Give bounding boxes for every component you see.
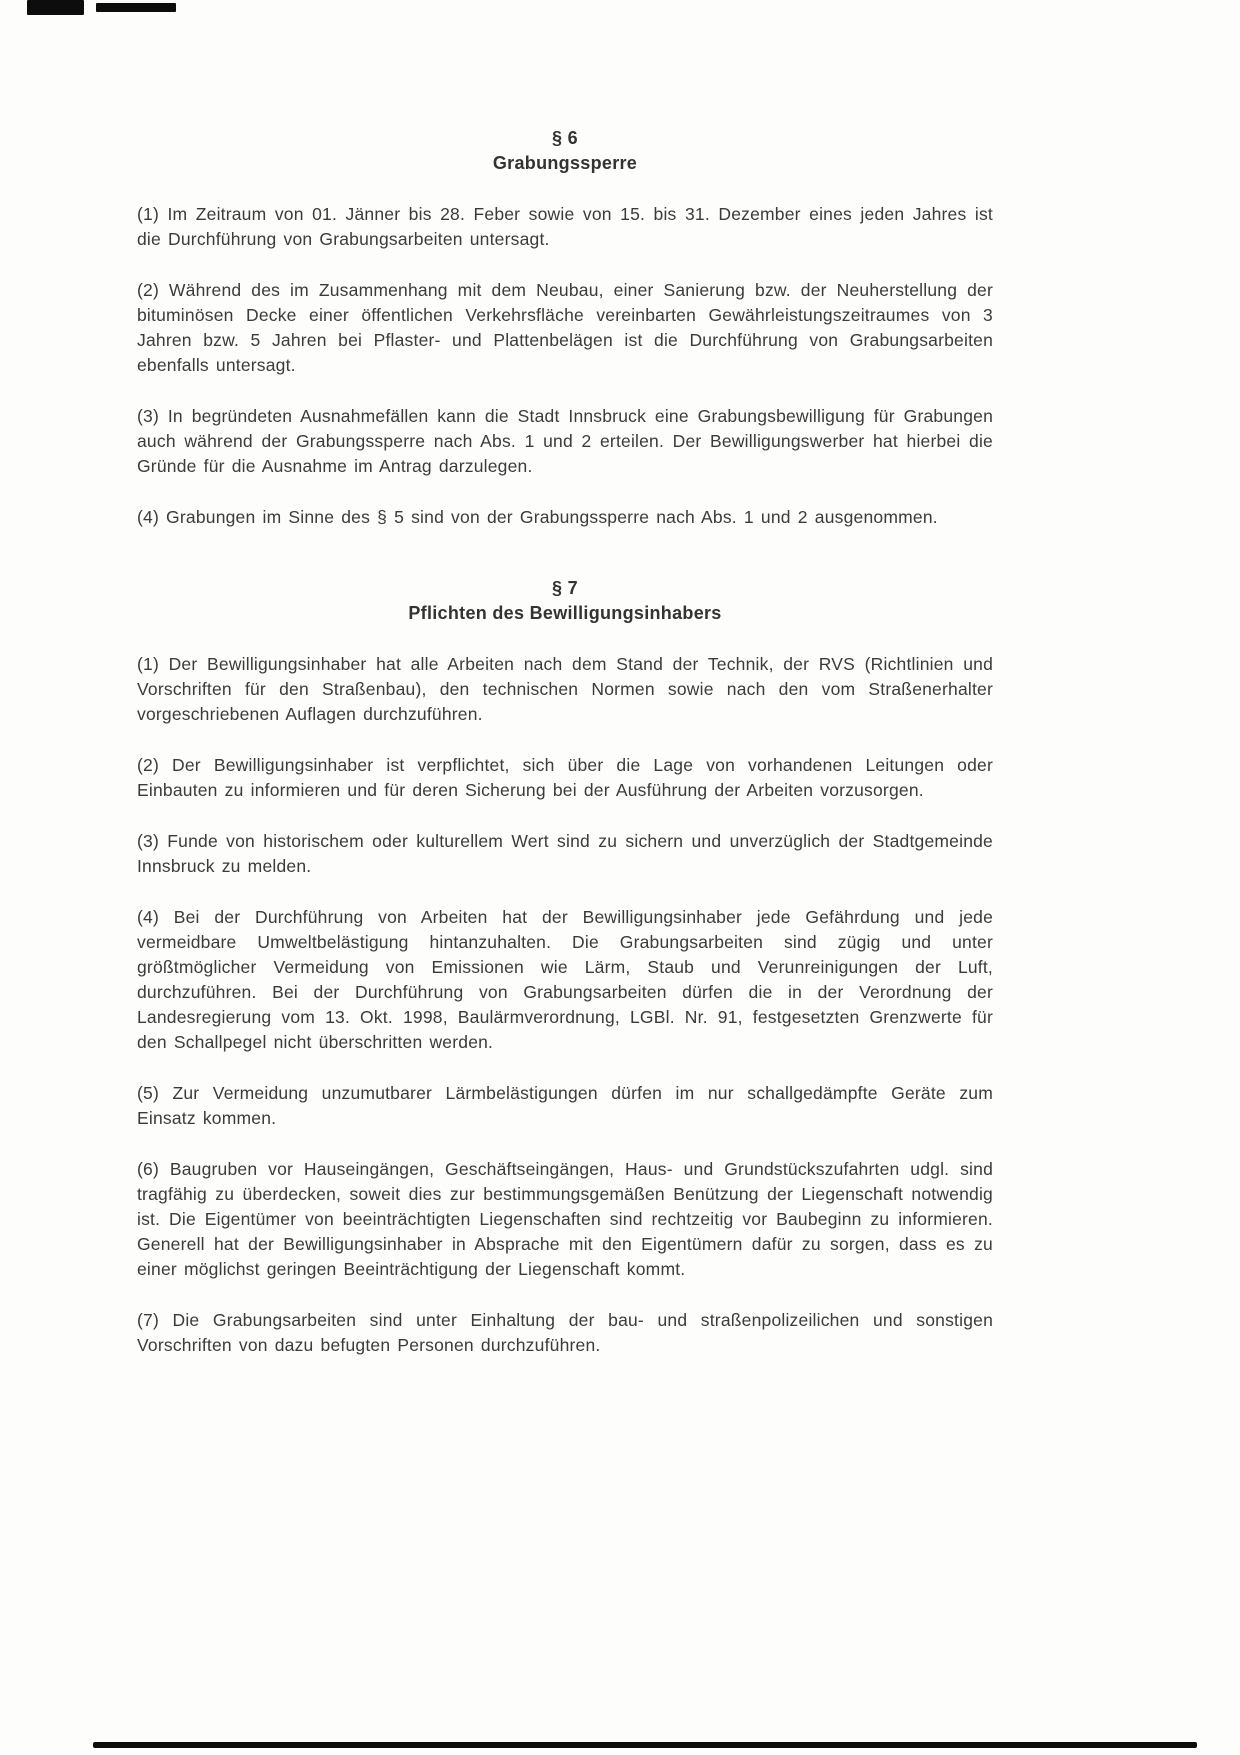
section-title: Pflichten des Bewilligungsinhabers — [408, 603, 722, 623]
section-number: § 6 — [552, 128, 578, 148]
paragraph: (3) In begründeten Ausnahmefällen kann die Stadt Innsbruck eine Grabungsbewilligung für Grabungen auch während der Grabungssperre nach Abs. 1 und 2 erteilen. Der Bewilligungswerber hat hierbei die Gründe für die Ausnahme im Antrag darzulegen. — [137, 406, 993, 476]
paragraph: (1) Im Zeitraum von 01. Jänner bis 28. Feber sowie von 15. bis 31. Dezember eines jeden Jahres ist die Durchführung von Grabungsarbeiten untersagt. — [137, 204, 993, 249]
paragraph: (2) Während des im Zusammenhang mit dem Neubau, einer Sanierung bzw. der Neuherstellung der bituminösen Decke einer öffentlichen Verkehrsfläche vereinbarten Gewährleistungszeitraumes von 3 Jahren bzw. 5 Jahren bei Pflaster- und Plattenbelägen ist die Durchführung von Grabungsarbeiten ebenfalls untersagt. — [137, 280, 993, 375]
paragraph: (1) Der Bewilligungsinhaber hat alle Arbeiten nach dem Stand der Technik, der RVS (Richtlinien und Vorschriften für den Straßenbau), den technischen Normen sowie nach den vom Straßenerhalter vorgeschriebenen Auflagen durchzuführen. — [137, 654, 993, 724]
paragraph: (6) Baugruben vor Hauseingängen, Geschäftseingängen, Haus- und Grundstückszufahrten udgl. sind tragfähig zu überdecken, soweit dies zur bestimmungsgemäßen Benützung der Liegenschaft notwendig ist. Die Eigentümer von beeinträchtigten Liegenschaften sind rechtzeitig vor Baubeginn zu informieren. Generell hat der Bewilligungsinhaber in Absprache mit den Eigentümern dafür zu sorgen, dass es zu einer möglichst geringen Beeinträchtigung der Liegenschaft kommt. — [137, 1159, 993, 1279]
paragraph: (2) Der Bewilligungsinhaber ist verpflichtet, sich über die Lage von vorhandenen Leitungen oder Einbauten zu informieren und für deren Sicherung bei der Ausführung der Arbeiten vorzusorgen. — [137, 755, 993, 800]
section-paragraph-6 — [137, 126, 993, 530]
paragraph: (4) Grabungen im Sinne des § 5 sind von der Grabungssperre nach Abs. 1 und 2 ausgenommen. — [137, 507, 938, 527]
section-heading — [137, 126, 993, 176]
scan-artifact-bottom-line — [93, 1742, 1197, 1748]
scan-artifact-top-left-1 — [27, 0, 84, 15]
paragraph: (5) Zur Vermeidung unzumutbarer Lärmbelästigungen dürfen im nur schallgedämpfte Geräte zum Einsatz kommen. — [137, 1083, 993, 1128]
section-number: § 7 — [552, 578, 578, 598]
section-paragraph-7 — [137, 576, 993, 1358]
section-heading — [137, 576, 993, 626]
paragraph: (3) Funde von historischem oder kulturellem Wert sind zu sichern und unverzüglich der Stadtgemeinde Innsbruck zu melden. — [137, 831, 993, 876]
paragraph: (4) Bei der Durchführung von Arbeiten hat der Bewilligungsinhaber jede Gefährdung und jede vermeidbare Umweltbelästigung hintanzuhalten. Die Grabungsarbeiten sind zügig und unter größtmöglicher Vermeidung von Emissionen wie Lärm, Staub und Verunreinigungen der Luft, durchzuführen. Bei der Durchführung von Grabungsarbeiten dürfen die in der Verordnung der Landesregierung vom 13. Okt. 1998, Baulärmverordnung, LGBl. Nr. 91, festgesetzten Grenzwerte für den Schallpegel nicht überschritten werden. — [137, 907, 993, 1052]
document-content — [137, 126, 993, 1358]
paragraph: (7) Die Grabungsarbeiten sind unter Einhaltung der bau- und straßenpolizeilichen und sonstigen Vorschriften von dazu befugten Personen durchzuführen. — [137, 1310, 993, 1355]
scan-artifact-top-left-2 — [96, 3, 176, 12]
section-title: Grabungssperre — [492, 153, 638, 173]
